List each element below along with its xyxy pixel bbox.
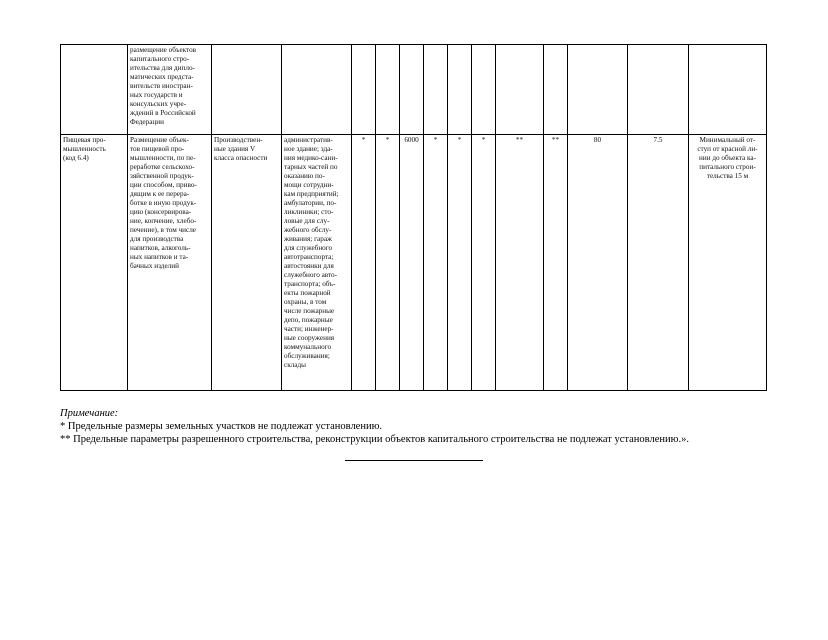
table-cell xyxy=(128,45,212,135)
closing-rule xyxy=(345,460,483,461)
cell-text: административ- ное здание; зда- ния медико-сани- тарных частей по оказанию по- мощи сотрудни- кам предприятий; амбулатории, по- ликлиники; сто- ловые для слу- жебного обслу- живания; гараж для служебного автотранспорта; автостоянки для служебного авто- транспорта; объ- екты пожарной охраны, в том числе пожарные депо, пожарные части; инженер- ные сооружения коммунального обслуживания; склады xyxy=(284,136,339,369)
cell-text: Производствен- ные здания V класса опасности xyxy=(214,136,268,162)
table-cell xyxy=(61,135,128,391)
table-cell xyxy=(424,45,448,135)
table-cell xyxy=(61,45,128,135)
table-cell xyxy=(400,45,424,135)
table-cell xyxy=(472,45,496,135)
land-use-table xyxy=(60,44,767,391)
table-row xyxy=(61,45,767,135)
table-cell xyxy=(128,135,212,391)
cell-text: размещение объектов капитального стро- ительства для дипло- матических предста- вительств иностран- ных государств и консульских учре- ждений в Российской Федерации xyxy=(130,46,197,126)
table-cell xyxy=(376,45,400,135)
cell-text: Размещение объек- тов пищевой про- мышленности, по пе- реработке сельскохо- зяйственной продук- ции способом, приво- дящим к ее перера- ботке в иную продук- цию (консервирова- ние, копчение, хлебо- печение), в том числе для производства напитков, алкоголь- ных напитков и та- бачных изделий xyxy=(130,136,197,270)
table-cell: ** xyxy=(496,135,544,391)
table-cell xyxy=(628,45,689,135)
table-cell: 7.5 xyxy=(628,135,689,391)
table-cell: ** xyxy=(544,135,568,391)
table-cell: 6000 xyxy=(400,135,424,391)
table-cell xyxy=(448,45,472,135)
note-line: * Предельные размеры земельных участков не подлежат установлению. xyxy=(60,421,383,432)
table-cell: * xyxy=(424,135,448,391)
cell-text: Пищевая про- мышленность (код 6.4) xyxy=(63,136,106,162)
table-cell xyxy=(352,45,376,135)
table-cell xyxy=(689,45,767,135)
table-cell xyxy=(544,45,568,135)
table-cell: * xyxy=(472,135,496,391)
table-row xyxy=(61,135,767,391)
table-cell xyxy=(689,135,767,391)
table-cell xyxy=(568,45,628,135)
table-cell xyxy=(282,45,352,135)
table-cell xyxy=(282,135,352,391)
table-notes xyxy=(60,407,780,446)
cell-text: Минимальный от- ступ от красной ли- нии до объекта ка- питального строи- тельства 15 м xyxy=(697,136,758,180)
table-cell xyxy=(212,45,282,135)
table-cell: * xyxy=(352,135,376,391)
note-line: ** Предельные параметры разрешенного строительства, реконструкции объектов капитального строительства не подлежат установлению.». xyxy=(60,434,689,445)
notes-title: Примечание: xyxy=(60,408,119,419)
table-cell xyxy=(212,135,282,391)
table-cell: * xyxy=(376,135,400,391)
table-cell: 80 xyxy=(568,135,628,391)
table-cell xyxy=(496,45,544,135)
table-cell: * xyxy=(448,135,472,391)
